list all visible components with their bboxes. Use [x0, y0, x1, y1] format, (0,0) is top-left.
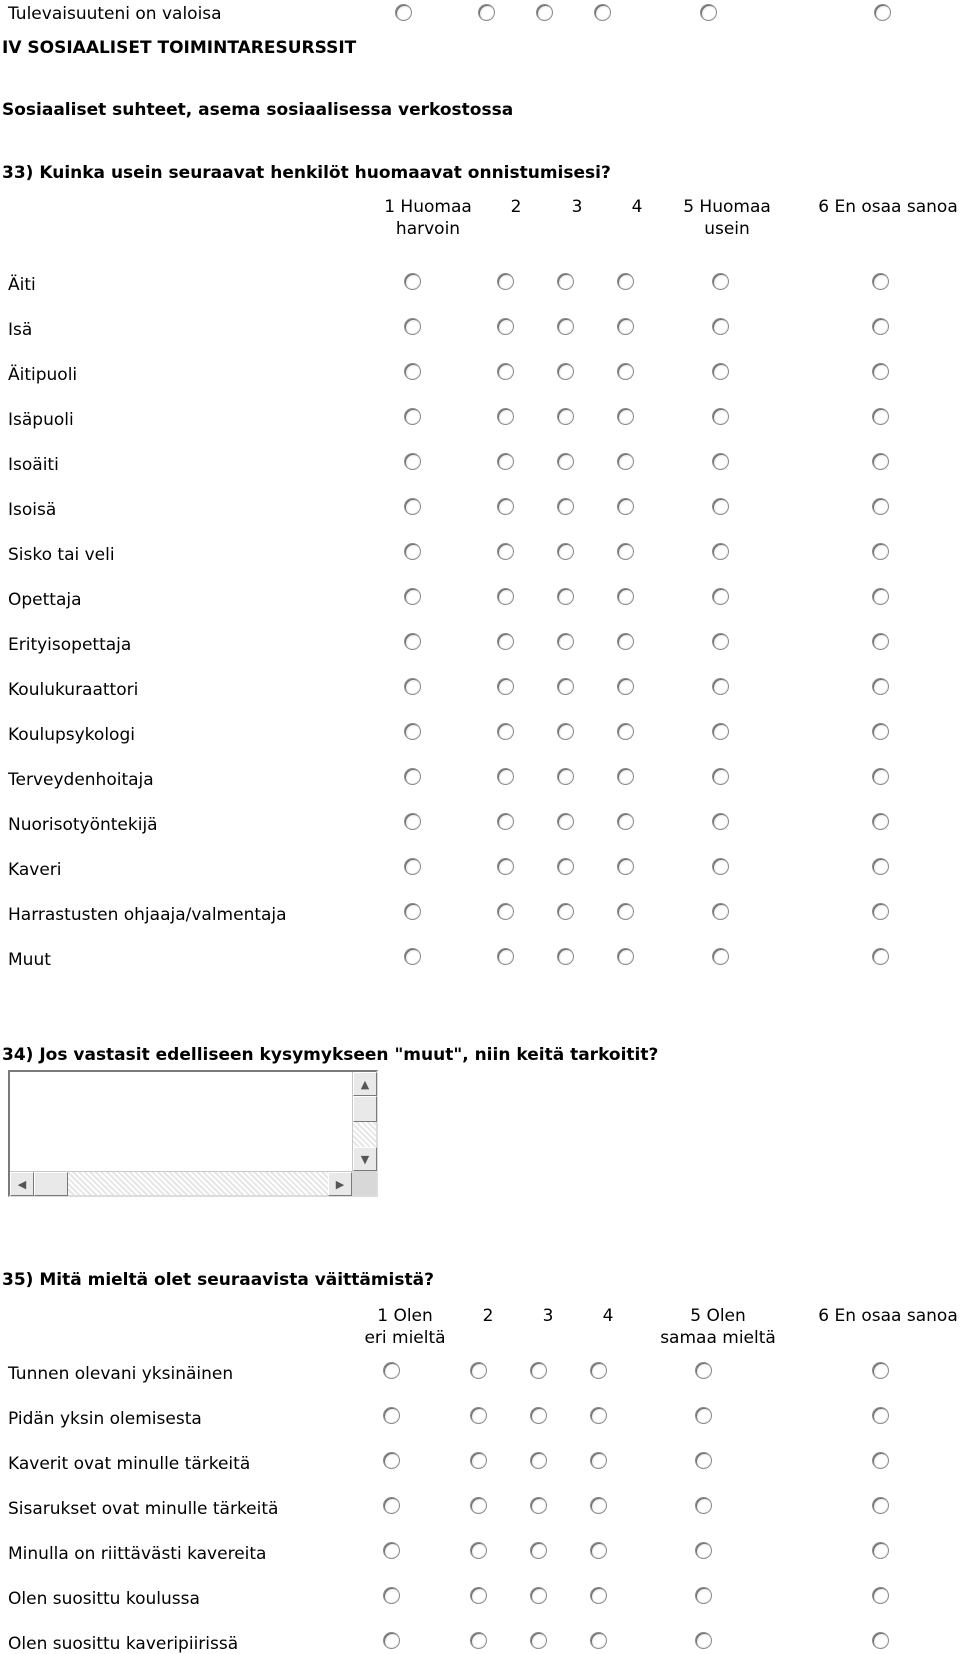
q33-scale-option-3-line1: 3 — [571, 197, 583, 217]
q33-row-label: Isoisä — [8, 500, 57, 520]
q33-row-3-option-2-radio[interactable] — [497, 363, 514, 380]
q33-question: 33) Kuinka usein seuraavat henkilöt huomaavat onnistumisesi? — [2, 163, 611, 183]
q35-row-4-option-1-radio[interactable] — [383, 1497, 400, 1514]
q33-row-label: Kaveri — [8, 860, 62, 880]
q33-row-label: Äitipuoli — [8, 365, 78, 385]
scroll-down-icon[interactable]: ▼ — [353, 1147, 377, 1171]
q35-row-7-option-4-radio[interactable] — [590, 1632, 607, 1649]
q33-row-15-option-6-radio[interactable] — [872, 903, 889, 920]
vertical-scroll-thumb[interactable] — [353, 1096, 377, 1122]
section-title: IV SOSIAALISET TOIMINTARESURSSIT — [2, 38, 357, 58]
q35-row-label: Olen suosittu kaveripiirissä — [8, 1634, 239, 1654]
q33-row-label: Opettaja — [8, 590, 82, 610]
q35-row-label: Minulla on riittävästi kavereita — [8, 1544, 267, 1564]
q33-row-1-option-4-radio[interactable] — [617, 273, 634, 290]
q35-scale-option-2-line1: 2 — [482, 1306, 494, 1326]
top-item-radio-1[interactable] — [395, 4, 412, 21]
q33-scale-option-2-line1: 2 — [510, 197, 522, 217]
q33-row-4-option-6-radio[interactable] — [872, 408, 889, 425]
q35-row-1-option-4-radio[interactable] — [590, 1362, 607, 1379]
q34-answer-textarea[interactable] — [8, 1070, 378, 1197]
q33-row-15-option-5-radio[interactable] — [712, 903, 729, 920]
top-item-radio-3[interactable] — [536, 4, 553, 21]
q35-row-6-option-3-radio[interactable] — [530, 1587, 547, 1604]
q35-row-3-option-6-radio[interactable] — [872, 1452, 889, 1469]
q33-row-7-option-3-radio[interactable] — [557, 543, 574, 560]
q33-row-16-option-4-radio[interactable] — [617, 948, 634, 965]
q35-row-4-option-3-radio[interactable] — [530, 1497, 547, 1514]
q35-scale-option-5-line2: samaa mieltä — [660, 1328, 776, 1348]
q33-scale-option-5-line1: 5 Huomaa — [683, 197, 771, 217]
q33-row-8-option-1-radio[interactable] — [404, 588, 421, 605]
q33-row-7-option-5-radio[interactable] — [712, 543, 729, 560]
q33-row-label: Erityisopettaja — [8, 635, 132, 655]
q35-row-5-option-3-radio[interactable] — [530, 1542, 547, 1559]
q33-scale-option-4-line1: 4 — [631, 197, 643, 217]
q33-row-10-option-1-radio[interactable] — [404, 678, 421, 695]
q35-row-1-option-3-radio[interactable] — [530, 1362, 547, 1379]
q35-row-4-option-2-radio[interactable] — [470, 1497, 487, 1514]
q35-scale-option-3-line1: 3 — [542, 1306, 554, 1326]
q35-row-3-option-2-radio[interactable] — [470, 1452, 487, 1469]
q33-row-11-option-4-radio[interactable] — [617, 723, 634, 740]
q33-row-label: Äiti — [8, 275, 36, 295]
q33-row-7-option-2-radio[interactable] — [497, 543, 514, 560]
q35-row-5-option-4-radio[interactable] — [590, 1542, 607, 1559]
q33-row-15-option-2-radio[interactable] — [497, 903, 514, 920]
q35-row-7-option-5-radio[interactable] — [695, 1632, 712, 1649]
q35-row-label: Olen suosittu koulussa — [8, 1589, 200, 1609]
q33-row-7-option-1-radio[interactable] — [404, 543, 421, 560]
q33-row-12-option-3-radio[interactable] — [557, 768, 574, 785]
horizontal-scrollbar[interactable] — [10, 1171, 352, 1195]
q33-row-9-option-2-radio[interactable] — [497, 633, 514, 650]
q33-row-5-option-4-radio[interactable] — [617, 453, 634, 470]
q35-row-4-option-5-radio[interactable] — [695, 1497, 712, 1514]
q33-row-8-option-3-radio[interactable] — [557, 588, 574, 605]
q33-row-label: Muut — [8, 950, 51, 970]
q33-row-4-option-2-radio[interactable] — [497, 408, 514, 425]
q33-row-label: Terveydenhoitaja — [8, 770, 154, 790]
scroll-left-icon[interactable]: ◀ — [10, 1172, 34, 1196]
q35-row-2-option-5-radio[interactable] — [695, 1407, 712, 1424]
q35-scale-option-5 — [628, 1305, 808, 1349]
q33-row-14-option-3-radio[interactable] — [557, 858, 574, 875]
q35-row-6-option-1-radio[interactable] — [383, 1587, 400, 1604]
q35-row-3-option-1-radio[interactable] — [383, 1452, 400, 1469]
q33-row-8-option-5-radio[interactable] — [712, 588, 729, 605]
q33-row-14-option-2-radio[interactable] — [497, 858, 514, 875]
q33-row-14-option-1-radio[interactable] — [404, 858, 421, 875]
q33-scale-option-5-line2: usein — [704, 219, 750, 239]
q33-row-16-option-5-radio[interactable] — [712, 948, 729, 965]
q33-row-10-option-6-radio[interactable] — [872, 678, 889, 695]
q33-row-14-option-5-radio[interactable] — [712, 858, 729, 875]
q35-row-4-option-6-radio[interactable] — [872, 1497, 889, 1514]
q35-row-6-option-5-radio[interactable] — [695, 1587, 712, 1604]
q35-row-7-option-6-radio[interactable] — [872, 1632, 889, 1649]
top-item-label: Tulevaisuuteni on valoisa — [8, 4, 222, 24]
q33-row-9-option-4-radio[interactable] — [617, 633, 634, 650]
q35-scale-option-4-line1: 4 — [602, 1306, 614, 1326]
q33-row-8-option-6-radio[interactable] — [872, 588, 889, 605]
q35-row-6-option-6-radio[interactable] — [872, 1587, 889, 1604]
q33-row-9-option-3-radio[interactable] — [557, 633, 574, 650]
q33-row-2-option-4-radio[interactable] — [617, 318, 634, 335]
q33-row-1-option-3-radio[interactable] — [557, 273, 574, 290]
q33-row-13-option-6-radio[interactable] — [872, 813, 889, 830]
q33-row-label: Sisko tai veli — [8, 545, 115, 565]
q33-row-label: Koulukuraattori — [8, 680, 139, 700]
q33-row-6-option-3-radio[interactable] — [557, 498, 574, 515]
q33-row-7-option-6-radio[interactable] — [872, 543, 889, 560]
q33-row-13-option-1-radio[interactable] — [404, 813, 421, 830]
q33-row-1-option-5-radio[interactable] — [712, 273, 729, 290]
scroll-corner — [352, 1171, 376, 1195]
q33-row-6-option-5-radio[interactable] — [712, 498, 729, 515]
q35-question: 35) Mitä mieltä olet seuraavista väittämistä? — [2, 1270, 434, 1290]
q33-row-8-option-4-radio[interactable] — [617, 588, 634, 605]
q33-row-16-option-6-radio[interactable] — [872, 948, 889, 965]
q33-row-3-option-4-radio[interactable] — [617, 363, 634, 380]
vertical-scrollbar[interactable] — [352, 1072, 376, 1171]
q33-row-1-option-1-radio[interactable] — [404, 273, 421, 290]
q33-row-2-option-3-radio[interactable] — [557, 318, 574, 335]
q33-row-13-option-3-radio[interactable] — [557, 813, 574, 830]
q35-row-1-option-1-radio[interactable] — [383, 1362, 400, 1379]
q33-row-9-option-5-radio[interactable] — [712, 633, 729, 650]
q33-row-14-option-6-radio[interactable] — [872, 858, 889, 875]
q33-row-16-option-2-radio[interactable] — [497, 948, 514, 965]
q33-row-2-option-2-radio[interactable] — [497, 318, 514, 335]
q33-scale-option-6 — [798, 196, 960, 218]
q33-row-3-option-5-radio[interactable] — [712, 363, 729, 380]
q33-row-5-option-6-radio[interactable] — [872, 453, 889, 470]
q35-scale-option-5-line1: 5 Olen — [690, 1306, 746, 1326]
q35-scale-option-6 — [798, 1305, 960, 1327]
q33-row-12-option-1-radio[interactable] — [404, 768, 421, 785]
q35-row-3-option-4-radio[interactable] — [590, 1452, 607, 1469]
q33-row-2-option-5-radio[interactable] — [712, 318, 729, 335]
q35-row-5-option-1-radio[interactable] — [383, 1542, 400, 1559]
q33-row-11-option-6-radio[interactable] — [872, 723, 889, 740]
q33-row-10-option-4-radio[interactable] — [617, 678, 634, 695]
q33-scale-option-5 — [637, 196, 817, 240]
q35-row-label: Pidän yksin olemisesta — [8, 1409, 202, 1429]
q35-row-label: Tunnen olevani yksinäinen — [8, 1364, 234, 1384]
q33-row-1-option-6-radio[interactable] — [872, 273, 889, 290]
q35-scale-option-1-line2: eri mieltä — [364, 1328, 446, 1348]
q35-row-2-option-4-radio[interactable] — [590, 1407, 607, 1424]
q33-row-1-option-2-radio[interactable] — [497, 273, 514, 290]
q33-row-5-option-3-radio[interactable] — [557, 453, 574, 470]
q33-row-6-option-2-radio[interactable] — [497, 498, 514, 515]
q35-row-5-option-6-radio[interactable] — [872, 1542, 889, 1559]
q35-row-7-option-1-radio[interactable] — [383, 1632, 400, 1649]
q33-row-6-option-4-radio[interactable] — [617, 498, 634, 515]
q35-row-1-option-2-radio[interactable] — [470, 1362, 487, 1379]
q33-row-5-option-5-radio[interactable] — [712, 453, 729, 470]
q33-row-16-option-1-radio[interactable] — [404, 948, 421, 965]
q33-row-10-option-2-radio[interactable] — [497, 678, 514, 695]
q35-row-2-option-1-radio[interactable] — [383, 1407, 400, 1424]
q35-row-1-option-6-radio[interactable] — [872, 1362, 889, 1379]
q33-row-6-option-6-radio[interactable] — [872, 498, 889, 515]
q33-row-2-option-1-radio[interactable] — [404, 318, 421, 335]
scroll-up-icon[interactable]: ▲ — [353, 1072, 377, 1096]
q34-question: 34) Jos vastasit edelliseen kysymykseen "muut", niin keitä tarkoitit? — [2, 1045, 659, 1065]
q33-row-9-option-6-radio[interactable] — [872, 633, 889, 650]
q35-row-3-option-5-radio[interactable] — [695, 1452, 712, 1469]
q33-row-11-option-5-radio[interactable] — [712, 723, 729, 740]
q33-row-12-option-6-radio[interactable] — [872, 768, 889, 785]
q33-row-14-option-4-radio[interactable] — [617, 858, 634, 875]
q33-row-10-option-5-radio[interactable] — [712, 678, 729, 695]
q33-row-7-option-4-radio[interactable] — [617, 543, 634, 560]
scroll-right-icon[interactable]: ▶ — [328, 1172, 352, 1196]
q33-row-3-option-6-radio[interactable] — [872, 363, 889, 380]
q33-row-13-option-5-radio[interactable] — [712, 813, 729, 830]
q33-row-12-option-5-radio[interactable] — [712, 768, 729, 785]
q33-row-4-option-5-radio[interactable] — [712, 408, 729, 425]
q33-row-label: Isoäiti — [8, 455, 59, 475]
subsection-title: Sosiaaliset suhteet, asema sosiaalisessa verkostossa — [2, 100, 514, 120]
q33-row-12-option-2-radio[interactable] — [497, 768, 514, 785]
top-item-radio-2[interactable] — [478, 4, 495, 21]
q35-row-7-option-2-radio[interactable] — [470, 1632, 487, 1649]
top-item-radio-4[interactable] — [594, 4, 611, 21]
q33-scale-option-6-line1: 6 En osaa sanoa — [818, 197, 958, 217]
q33-row-label: Harrastusten ohjaaja/valmentaja — [8, 905, 287, 925]
q33-row-11-option-3-radio[interactable] — [557, 723, 574, 740]
q33-row-3-option-1-radio[interactable] — [404, 363, 421, 380]
q35-row-4-option-4-radio[interactable] — [590, 1497, 607, 1514]
q33-row-4-option-3-radio[interactable] — [557, 408, 574, 425]
q33-row-2-option-6-radio[interactable] — [872, 318, 889, 335]
q33-row-13-option-2-radio[interactable] — [497, 813, 514, 830]
horizontal-scroll-thumb[interactable] — [34, 1172, 68, 1196]
q33-row-15-option-1-radio[interactable] — [404, 903, 421, 920]
q33-row-10-option-3-radio[interactable] — [557, 678, 574, 695]
q33-row-11-option-2-radio[interactable] — [497, 723, 514, 740]
q33-row-4-option-4-radio[interactable] — [617, 408, 634, 425]
top-item-radio-5[interactable] — [700, 4, 717, 21]
q35-row-2-option-6-radio[interactable] — [872, 1407, 889, 1424]
q35-scale-option-6-line1: 6 En osaa sanoa — [818, 1306, 958, 1326]
q33-row-5-option-2-radio[interactable] — [497, 453, 514, 470]
q33-row-5-option-1-radio[interactable] — [404, 453, 421, 470]
q33-scale-option-1-line2: harvoin — [395, 219, 461, 239]
q35-row-5-option-5-radio[interactable] — [695, 1542, 712, 1559]
q35-row-3-option-3-radio[interactable] — [530, 1452, 547, 1469]
q35-row-1-option-5-radio[interactable] — [695, 1362, 712, 1379]
q33-row-16-option-3-radio[interactable] — [557, 948, 574, 965]
q33-row-13-option-4-radio[interactable] — [617, 813, 634, 830]
q33-row-15-option-4-radio[interactable] — [617, 903, 634, 920]
q33-scale-option-1-line1: 1 Huomaa — [384, 197, 472, 217]
q35-row-6-option-2-radio[interactable] — [470, 1587, 487, 1604]
q35-row-label: Kaverit ovat minulle tärkeitä — [8, 1454, 251, 1474]
q35-row-label: Sisarukset ovat minulle tärkeitä — [8, 1499, 279, 1519]
q33-row-label: Koulupsykologi — [8, 725, 135, 745]
q33-row-9-option-1-radio[interactable] — [404, 633, 421, 650]
top-item-radio-6[interactable] — [874, 4, 891, 21]
q33-row-3-option-3-radio[interactable] — [557, 363, 574, 380]
q35-row-6-option-4-radio[interactable] — [590, 1587, 607, 1604]
q35-row-2-option-2-radio[interactable] — [470, 1407, 487, 1424]
q33-row-label: Isäpuoli — [8, 410, 74, 430]
q35-row-7-option-3-radio[interactable] — [530, 1632, 547, 1649]
q33-row-label: Isä — [8, 320, 33, 340]
q35-row-2-option-3-radio[interactable] — [530, 1407, 547, 1424]
q33-row-4-option-1-radio[interactable] — [404, 408, 421, 425]
q33-row-6-option-1-radio[interactable] — [404, 498, 421, 515]
q33-row-label: Nuorisotyöntekijä — [8, 815, 158, 835]
q33-row-11-option-1-radio[interactable] — [404, 723, 421, 740]
q33-row-12-option-4-radio[interactable] — [617, 768, 634, 785]
q33-row-8-option-2-radio[interactable] — [497, 588, 514, 605]
q35-scale-option-1-line1: 1 Olen — [377, 1306, 433, 1326]
q33-row-15-option-3-radio[interactable] — [557, 903, 574, 920]
q35-row-5-option-2-radio[interactable] — [470, 1542, 487, 1559]
